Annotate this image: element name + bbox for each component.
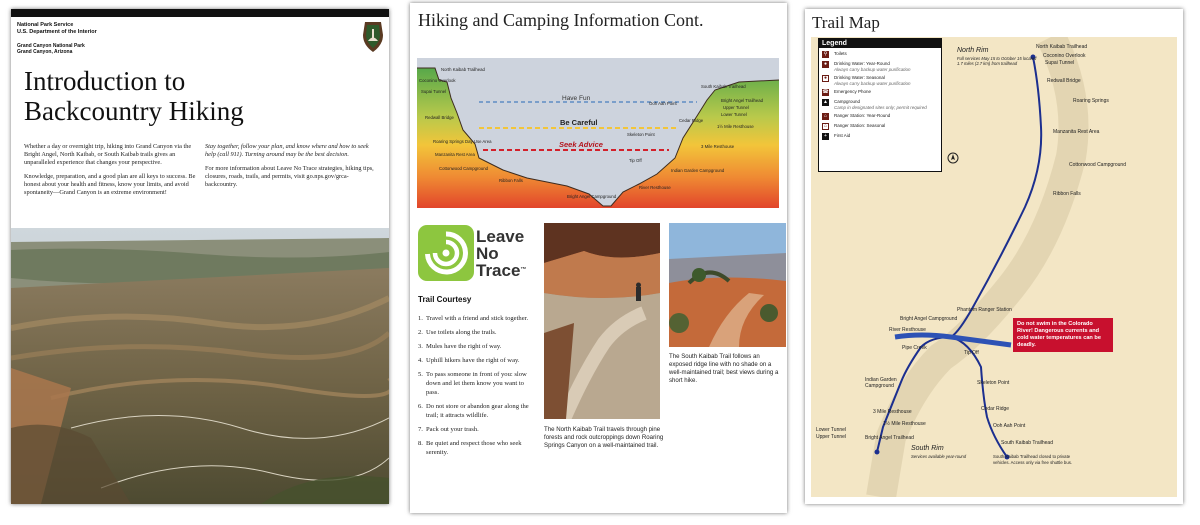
- map-label: River Resthouse: [889, 327, 926, 333]
- trail-courtesy-list: [418, 314, 538, 462]
- legend-row: ▲ Campground Camp in designated sites only; permit required: [823, 99, 927, 110]
- legend-row: ⌂ Ranger Station: Seasonal: [823, 123, 886, 129]
- diagram-label: Upper Tunnel: [723, 105, 749, 110]
- map-label: 1½ Mile Resthouse: [883, 421, 926, 427]
- legend-row: ⌂ Ranger Station: Year-Round: [823, 113, 891, 119]
- agency-name: National Park Service: [17, 22, 74, 28]
- diagram-label: Lower Tunnel: [721, 112, 747, 117]
- list-item: 6. Do not store or abandon gear along the trail; it attracts wildlife.: [418, 403, 529, 419]
- list-item: 7. Pack out your trash.: [418, 426, 479, 433]
- diagram-label: 1½ Mile Resthouse: [717, 124, 754, 129]
- trademark-mark: ™: [520, 267, 527, 273]
- diagram-label: South Kaibab Trailhead: [701, 84, 746, 89]
- diagram-label: River Resthouse: [639, 185, 671, 190]
- map-label: Redwall Bridge: [1047, 78, 1081, 84]
- canyon-aerial-photo: [11, 228, 389, 504]
- trail-courtesy-heading: Trail Courtesy: [418, 295, 472, 304]
- diagram-label: Indian Garden Campground: [671, 168, 725, 173]
- department-name: U.S. Department of the Interior: [17, 28, 97, 35]
- map-label: Bright Angel Trailhead: [865, 435, 914, 441]
- leave-no-trace-wordmark: [476, 228, 526, 279]
- north-kaibab-trail-photo: [544, 223, 660, 419]
- map-label: Supai Tunnel: [1045, 60, 1075, 66]
- diagram-label: Bright Angel Trailhead: [721, 98, 764, 103]
- safety-paragraph: Stay together, follow your plan, and know where and how to seek help (call 911). Turning around may be the best decision.: [205, 143, 369, 158]
- south-rim-label: South Rim: [911, 445, 944, 452]
- diagram-label: Supai Tunnel: [421, 89, 447, 94]
- park-location: Grand Canyon, Arizona: [17, 49, 73, 55]
- title-line-1: Introduction to: [24, 66, 186, 96]
- map-label: North Kaibab Trailhead: [1036, 44, 1088, 50]
- diagram-label: Manzanita Rest Area: [435, 152, 475, 157]
- map-label: Lower Tunnel: [816, 427, 847, 433]
- diagram-label: North Kaibab Trailhead: [441, 67, 485, 72]
- legend-row: ● Drinking Water: Seasonal Always carry backup water purification: [823, 75, 911, 86]
- park-block: [17, 43, 85, 55]
- park-name: Grand Canyon National Park: [17, 43, 85, 49]
- zone-label-seek-advice: Seek Advice: [559, 140, 603, 149]
- river-warning-box: Do not swim in the Colorado River! Dangerous currents and cold water temperatures can be deadly.: [1013, 318, 1113, 352]
- south-kaibab-caption: The South Kaibab Trail follows an exposed ridge line with no shade on a well-maintained trail; best views during a short hike.: [669, 353, 779, 384]
- nps-arrowhead-icon: [362, 21, 384, 53]
- map-label: Phantom Ranger Station: [957, 307, 1012, 313]
- map-label: Manzanita Rest Area: [1053, 129, 1100, 135]
- list-item: 2. Use toilets along the trails.: [418, 329, 497, 336]
- intro-paragraph: Whether a day or overnight trip, hiking into Grand Canyon via the Bright Angel, North Kaibab, or South Kaibab trails gives an unparalleled experience that changes your perspective.: [24, 143, 192, 166]
- map-label: Ooh Aah Point: [993, 423, 1026, 429]
- map-label: Roaring Springs: [1073, 98, 1109, 104]
- toilet-icon: ⚲: [823, 51, 828, 57]
- diagram-label: Cottonwood Campground: [439, 166, 488, 171]
- diagram-label: Skeleton Point: [627, 132, 655, 137]
- south-rim-note: Services available year-round: [911, 454, 967, 459]
- zone-label-be-careful: Be Careful: [560, 118, 598, 127]
- brochure-page-trail-map: [805, 9, 1183, 504]
- diagram-label: Tip Off: [629, 158, 642, 163]
- page-title: Hiking and Camping Information Cont.: [418, 10, 704, 30]
- lnt-word: Trace: [476, 261, 521, 280]
- page-title: [24, 66, 244, 126]
- map-label: Coconino Overlook: [1043, 53, 1086, 59]
- lnt-word: Leave: [476, 227, 525, 246]
- intro-left-column: [24, 143, 200, 203]
- north-kaibab-caption: The North Kaibab Trail travels through pine forests and rock outcroppings down Roaring Springs Canyon on a well-maintained trail.: [544, 426, 664, 449]
- diagram-label: Ribbon Falls: [499, 178, 523, 183]
- map-legend: [818, 38, 942, 172]
- map-label: 3 Mile Resthouse: [873, 409, 912, 415]
- leave-no-trace-logo: [418, 225, 474, 281]
- south-kaibab-note: South Kaibab Trailhead closed to private vehicles. Access only via free shuttle bus.: [993, 454, 1073, 465]
- diagram-label: Bright Angel Campground: [567, 194, 617, 199]
- diagram-label: Coconino Overlook: [419, 78, 456, 83]
- agency-block: [17, 22, 97, 35]
- map-label: Indian Garden Campground: [865, 377, 897, 389]
- map-label: Cottonwood Campground: [1069, 162, 1126, 168]
- map-label: Ribbon Falls: [1053, 191, 1081, 197]
- first-aid-icon: +: [822, 133, 829, 140]
- brochure-page-hiking-info: [410, 3, 787, 513]
- phone-icon: ☎: [822, 89, 829, 95]
- ranger-icon: ⌂: [823, 113, 828, 119]
- water-seasonal-icon: ●: [823, 75, 828, 81]
- north-rim-label: North Rim: [957, 47, 989, 54]
- north-rim-note: Full services May 15 to October 15 located 1.7 miles (2.7 km) from trailhead: [957, 56, 1037, 66]
- map-label: Cedar Ridge: [981, 406, 1010, 412]
- brochure-page-introduction: [11, 9, 389, 504]
- legend-title: Legend: [819, 39, 941, 48]
- list-item: 3. Mules have the right of way.: [418, 343, 502, 350]
- ranger-seasonal-icon: ⌂: [823, 123, 828, 129]
- legend-row: ☎ Emergency Phone: [822, 89, 872, 95]
- lnt-word: No: [476, 244, 499, 263]
- legend-row: + First Aid: [822, 133, 938, 140]
- diagram-label: Roaring Springs Day Use Area: [433, 139, 492, 144]
- diagram-label: Cedar Ridge: [679, 118, 704, 123]
- nps-header-bar: [11, 9, 389, 17]
- south-kaibab-trail-photo: [669, 223, 786, 347]
- resources-paragraph: For more information about Leave No Trace strategies, hiking tips, closures, roads, trails, and permits, visit go.nps.gov/grca-backcountry.: [205, 165, 374, 188]
- page-title: Trail Map: [812, 13, 880, 32]
- list-item: 4. Uphill hikers have the right of way.: [418, 357, 520, 364]
- diagram-label: Redwall Bridge: [425, 115, 454, 120]
- map-label: South Kaibab Trailhead: [1001, 440, 1053, 446]
- intro-paragraph: Knowledge, preparation, and a good plan are all keys to success. Be honest about your health and fitness, know your limits, and avoid spontaneity—Grand Canyon is an extreme environment!: [24, 173, 196, 196]
- map-label: Upper Tunnel: [816, 434, 847, 440]
- diagram-label: 3 Mile Resthouse: [701, 144, 735, 149]
- water-icon: ●: [823, 61, 828, 67]
- canyon-profile-diagram: [417, 58, 779, 208]
- map-label: Pipe Creek: [902, 345, 927, 351]
- legend-row: ● Drinking Water: Year-Round Always carry backup water purification: [823, 61, 911, 72]
- list-item: 1. Travel with a friend and stick together.: [418, 315, 529, 322]
- lnt-word-row: [476, 262, 526, 279]
- list-item: 5. To pass someone in front of you: slow down and let them know you want to pass.: [418, 371, 527, 396]
- intro-right-column: [205, 143, 379, 195]
- list-item: 8. Be quiet and respect those who seek serenity.: [418, 440, 522, 456]
- map-label: Skeleton Point: [977, 380, 1010, 386]
- north-arrow-icon: [947, 152, 959, 164]
- title-line-2: Backcountry Hiking: [24, 96, 244, 126]
- legend-row: ⚲ Toilets: [823, 51, 847, 57]
- zone-label-have-fun: Have Fun: [562, 95, 591, 102]
- diagram-label: Ooh Aah Point: [649, 101, 677, 106]
- map-label: Tip Off: [964, 350, 979, 356]
- map-label: Bright Angel Campground: [900, 316, 958, 322]
- campground-icon: ▲: [823, 99, 828, 105]
